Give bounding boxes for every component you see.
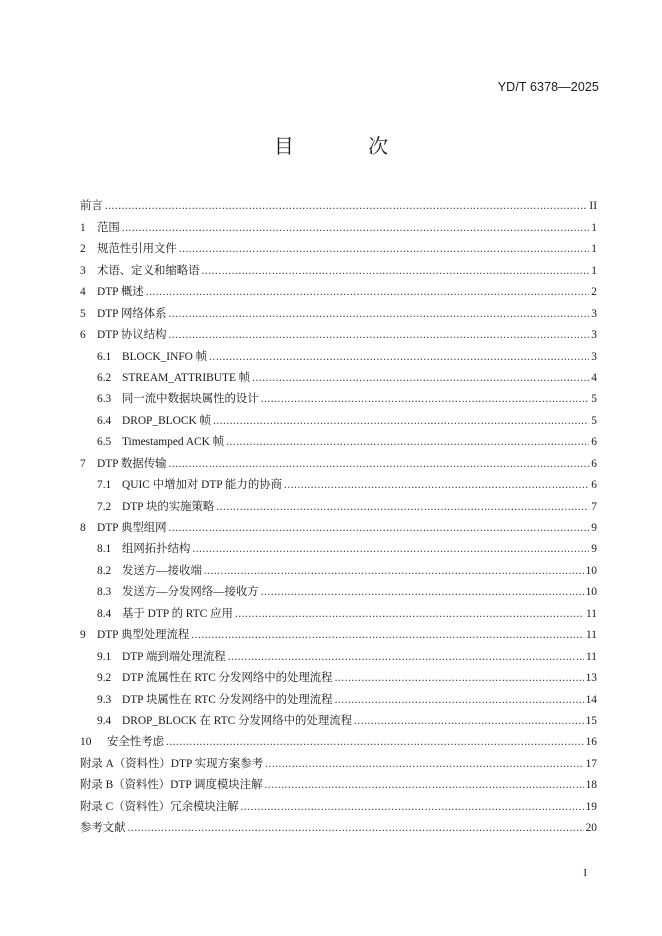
toc-entry-number: 8.1 — [97, 543, 112, 556]
toc-entry[interactable] — [80, 428, 597, 449]
toc-entry-page: 6 — [591, 457, 597, 470]
toc-leader-dots — [192, 542, 589, 556]
toc-entry-page: 11 — [586, 607, 597, 620]
toc-entry-number: 9.2 — [97, 672, 112, 685]
toc-entry-page: 5 — [591, 393, 597, 406]
toc-entry[interactable] — [80, 385, 597, 406]
toc-entry-number: 8.3 — [97, 586, 112, 599]
toc-entry-page: 2 — [591, 286, 597, 299]
toc-leader-dots — [335, 693, 584, 707]
toc-entry-page: 13 — [585, 672, 597, 685]
toc-entry[interactable] — [80, 235, 597, 256]
toc-entry-page: 10 — [585, 564, 597, 577]
toc-entry-label: 基于 DTP 的 RTC 应用 — [122, 607, 233, 620]
toc-entry-number: 2 — [80, 243, 86, 256]
toc-leader-dots — [213, 414, 589, 428]
toc-entry[interactable] — [80, 471, 597, 492]
toc-entry[interactable] — [80, 278, 597, 299]
toc-leader-dots — [191, 628, 584, 642]
toc-entry-page: 9 — [591, 522, 597, 534]
toc-leader-dots — [261, 392, 589, 406]
toc-entry-page: 11 — [586, 629, 597, 642]
toc-leader-dots — [122, 221, 589, 235]
toc-entry[interactable] — [80, 406, 597, 427]
toc-entry-label: 组网拓扑结构 — [122, 543, 191, 556]
toc-entry-page: 10 — [585, 586, 597, 599]
toc-entry[interactable] — [80, 299, 597, 320]
toc-entry-number: 5 — [80, 307, 86, 320]
toc-entry-label: 参考文献 — [80, 822, 126, 835]
toc-entry[interactable] — [80, 814, 597, 835]
toc-entry-label: 同一流中数据块属性的设计 — [122, 393, 259, 406]
toc-entry-number: 6.1 — [97, 350, 112, 363]
toc-entry-page: 14 — [585, 693, 597, 706]
table-of-contents — [80, 192, 597, 835]
toc-entry-label: DROP_BLOCK 在 RTC 分发网络中的处理流程 — [122, 714, 352, 727]
toc-entry-label: 附录 B（资料性）DTP 调度模块注解 — [80, 779, 263, 792]
toc-entry-page: II — [589, 200, 597, 213]
toc-entry-page: 6 — [591, 436, 597, 449]
toc-entry-label: DTP 典型处理流程 — [97, 629, 190, 642]
toc-entry[interactable] — [80, 213, 597, 234]
toc-entry-page: 1 — [591, 221, 597, 234]
toc-entry-label: STREAM_ATTRIBUTE 帧 — [122, 371, 251, 384]
toc-leader-dots — [169, 521, 589, 535]
toc-entry-number: 1 — [80, 221, 86, 234]
toc-entry[interactable] — [80, 664, 597, 685]
toc-entry-page: 1 — [591, 264, 597, 277]
toc-entry-label: 范围 — [97, 221, 120, 234]
toc-leader-dots — [284, 478, 589, 492]
toc-entry-number: 3 — [80, 264, 86, 277]
toc-entry[interactable] — [80, 256, 597, 277]
toc-entry-label: 发送方—接收端 — [122, 564, 202, 577]
toc-entry[interactable] — [80, 342, 597, 363]
toc-leader-dots — [166, 735, 584, 749]
toc-entry-number: 9 — [80, 629, 86, 642]
toc-entry-number: 9.1 — [97, 650, 112, 663]
toc-entry-page: 11 — [586, 650, 597, 663]
toc-entry-label: DTP 网络体系 — [97, 307, 167, 320]
toc-leader-dots — [228, 650, 584, 664]
toc-entry-number: 6 — [80, 329, 86, 342]
toc-entry[interactable] — [80, 749, 597, 770]
toc-entry-page: 16 — [585, 736, 597, 749]
toc-leader-dots — [105, 199, 588, 213]
toc-leader-dots — [265, 757, 584, 771]
toc-entry-label: DTP 端到端处理流程 — [122, 650, 226, 663]
toc-entry[interactable] — [80, 321, 597, 342]
toc-entry-page: 15 — [585, 714, 597, 727]
toc-entry[interactable] — [80, 599, 597, 620]
toc-leader-dots — [169, 457, 589, 471]
toc-entry-number: 8.2 — [97, 564, 112, 577]
toc-entry[interactable] — [80, 514, 597, 535]
toc-entry-number: 7.2 — [97, 500, 112, 513]
toc-entry-number: 4 — [80, 286, 86, 299]
toc-leader-dots — [216, 500, 589, 514]
toc-entry-number: 6.5 — [97, 436, 112, 449]
toc-entry-label: 附录 A（资料性）DTP 实现方案参考 — [80, 757, 264, 770]
toc-leader-dots — [128, 821, 584, 835]
toc-entry-number: 6.3 — [97, 393, 112, 406]
toc-entry[interactable] — [80, 492, 597, 513]
document-code: YD/T 6378—2025 — [497, 80, 599, 94]
toc-entry-label: 规范性引用文件 — [97, 243, 177, 256]
toc-entry[interactable] — [80, 771, 597, 792]
toc-leader-dots — [179, 242, 589, 256]
toc-leader-dots — [204, 564, 584, 578]
toc-entry-label: 附录 C（资料性）冗余模块注解 — [80, 800, 239, 813]
toc-entry-number: 7.1 — [97, 479, 112, 492]
toc-entry-page: 7 — [591, 500, 597, 513]
toc-entry-page: 20 — [585, 822, 597, 835]
toc-leader-dots — [202, 264, 589, 278]
page-number: I — [583, 867, 587, 879]
toc-entry[interactable] — [80, 449, 597, 470]
toc-entry-label: DTP 概述 — [97, 286, 144, 299]
toc-entry-page: 4 — [591, 371, 597, 384]
toc-entry-page: 18 — [585, 779, 597, 792]
toc-entry-page: 17 — [585, 757, 597, 770]
toc-entry-label: DTP 流属性在 RTC 分发网络中的处理流程 — [122, 672, 333, 685]
toc-entry-label: 术语、定义和缩略语 — [97, 264, 200, 277]
toc-entry-page: 5 — [591, 414, 597, 427]
toc-entry-label: BLOCK_INFO 帧 — [122, 350, 208, 363]
toc-leader-dots — [235, 607, 584, 621]
toc-entry[interactable] — [80, 642, 597, 663]
toc-entry-label: DROP_BLOCK 帧 — [122, 414, 211, 427]
toc-leader-dots — [241, 800, 584, 814]
toc-entry-page: 9 — [591, 543, 597, 556]
toc-entry-label: DTP 典型组网 — [97, 522, 167, 534]
toc-entry-label: Timestamped ACK 帧 — [122, 436, 225, 449]
toc-entry-page: 3 — [591, 350, 597, 363]
toc-entry-number: 9.3 — [97, 693, 112, 706]
page-title: 目 次 — [273, 134, 423, 158]
toc-leader-dots — [261, 585, 584, 599]
toc-entry-page: 3 — [591, 329, 597, 342]
toc-entry[interactable] — [80, 728, 597, 749]
toc-leader-dots — [226, 435, 589, 449]
toc-entry[interactable] — [80, 578, 597, 599]
toc-leader-dots — [169, 307, 589, 321]
toc-entry[interactable] — [80, 685, 597, 706]
toc-entry[interactable] — [80, 792, 597, 813]
toc-entry-label: DTP 块属性在 RTC 分发网络中的处理流程 — [122, 693, 333, 706]
toc-entry-page: 1 — [591, 243, 597, 256]
toc-entry[interactable] — [80, 364, 597, 385]
toc-entry-page: 3 — [591, 307, 597, 320]
toc-entry-number: 8.4 — [97, 607, 112, 620]
toc-entry[interactable] — [80, 621, 597, 642]
toc-leader-dots — [335, 671, 584, 685]
toc-entry-number: 6.2 — [97, 371, 112, 384]
toc-entry-label: DTP 数据传输 — [97, 457, 167, 470]
toc-entry-number: 7 — [80, 457, 86, 470]
toc-entry-number: 9.4 — [97, 714, 112, 727]
toc-entry[interactable] — [80, 192, 597, 213]
toc-leader-dots — [209, 350, 589, 364]
toc-entry-label: 安全性考虑 — [107, 736, 164, 749]
toc-entry-page: 19 — [585, 800, 597, 813]
toc-entry-label: DTP 块的实施策略 — [122, 500, 215, 513]
toc-entry[interactable] — [80, 535, 597, 556]
toc-entry-label: QUIC 中增加对 DTP 能力的协商 — [122, 479, 282, 492]
toc-entry-label: 发送方—分发网络—接收方 — [122, 586, 259, 599]
toc-entry[interactable] — [80, 556, 597, 577]
toc-leader-dots — [169, 328, 589, 342]
toc-entry-page: 6 — [591, 479, 597, 492]
toc-leader-dots — [354, 714, 584, 728]
toc-leader-dots — [146, 285, 589, 299]
toc-entry-label: 前言 — [80, 200, 103, 213]
toc-entry[interactable] — [80, 707, 597, 728]
toc-leader-dots — [252, 371, 589, 385]
toc-leader-dots — [264, 778, 583, 792]
toc-entry-label: DTP 协议结构 — [97, 329, 167, 342]
toc-entry-number: 8 — [80, 522, 86, 534]
toc-entry-number: 6.4 — [97, 414, 112, 427]
toc-entry-number: 10 — [80, 736, 92, 749]
